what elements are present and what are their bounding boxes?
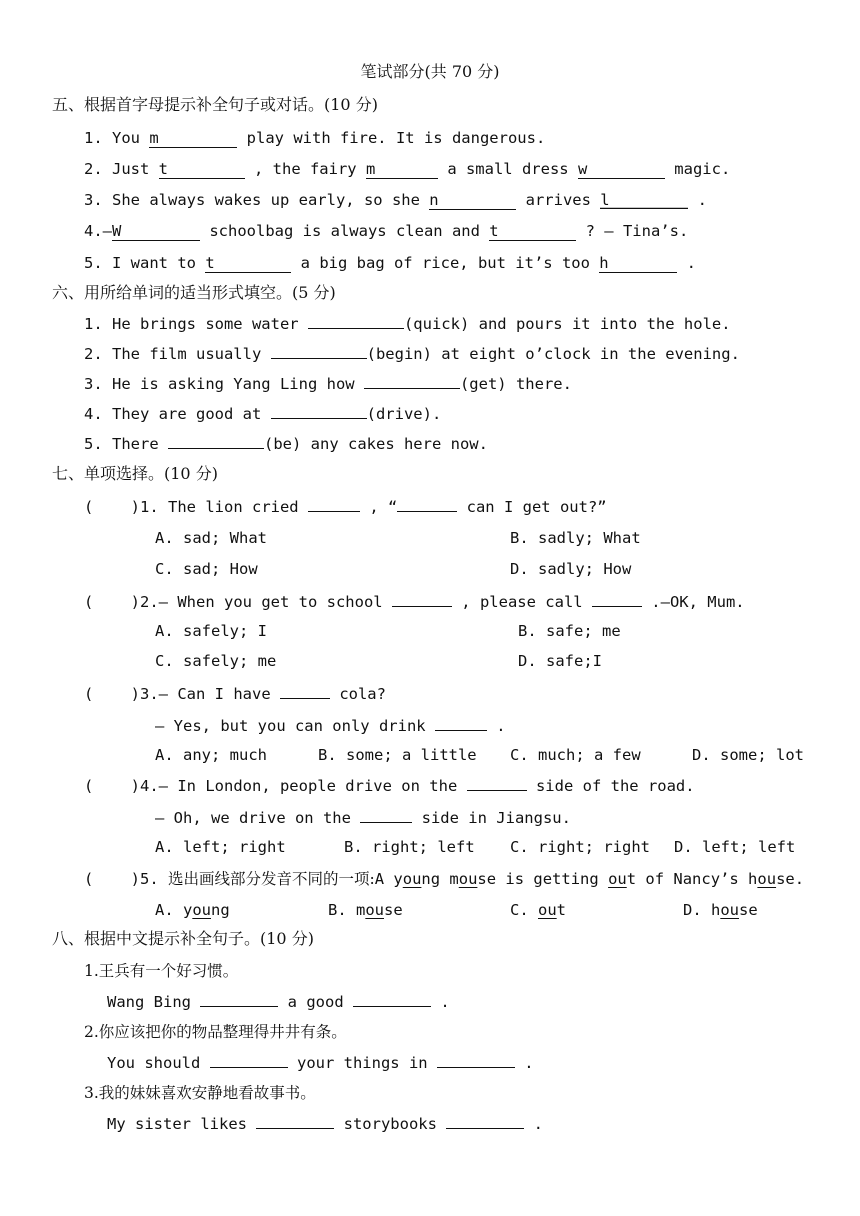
answer-blank bbox=[308, 511, 360, 512]
answer-blank bbox=[392, 606, 452, 607]
s7-question-4-line-2: — Oh, we drive on the side in Jiangsu. bbox=[155, 809, 571, 827]
option-d[interactable]: D. left; left bbox=[674, 838, 796, 856]
answer-blank[interactable] bbox=[364, 388, 460, 389]
answer-blank bbox=[360, 822, 412, 823]
option-a[interactable]: A. left; right bbox=[155, 838, 286, 856]
answer-blank[interactable] bbox=[437, 1067, 515, 1068]
option-a[interactable]: A. young bbox=[155, 901, 230, 919]
option-c[interactable]: C. sad; How bbox=[155, 560, 258, 578]
answer-parens[interactable]: ( ) bbox=[84, 777, 140, 795]
answer-blank[interactable]: w bbox=[578, 161, 665, 179]
answer-blank[interactable]: m bbox=[366, 161, 438, 179]
s8-question-1: Wang Bing a good . bbox=[107, 993, 450, 1011]
option-c[interactable]: C. safely; me bbox=[155, 652, 277, 670]
s7-question-1: ( )1. The lion cried , “ can I get out?” bbox=[84, 498, 607, 516]
answer-blank[interactable]: n bbox=[429, 192, 516, 210]
s6-question-1: 1. He brings some water (quick) and pours it into the hole. bbox=[84, 315, 731, 333]
answer-blank[interactable] bbox=[200, 1006, 278, 1007]
answer-blank[interactable] bbox=[256, 1128, 334, 1129]
option-b[interactable]: B. mouse bbox=[328, 901, 403, 919]
answer-blank bbox=[592, 606, 642, 607]
s6-question-5: 5. There (be) any cakes here now. bbox=[84, 435, 488, 453]
answer-blank[interactable] bbox=[271, 358, 367, 359]
s7-question-2: ( )2.— When you get to school , please call .—OK, Mum. bbox=[84, 593, 745, 611]
section-7-heading: 七、单项选择。(10 分) bbox=[52, 464, 218, 483]
option-c[interactable]: C. much; a few bbox=[510, 746, 641, 764]
answer-blank[interactable] bbox=[271, 418, 367, 419]
section-8-heading: 八、根据中文提示补全句子。(10 分) bbox=[52, 929, 314, 948]
s7-question-5: ( )5. 选出画线部分发音不同的一项:A young mouse is getting out of Nancy’s house. bbox=[84, 870, 805, 888]
s6-question-3: 3. He is asking Yang Ling how (get) there. bbox=[84, 375, 572, 393]
option-a[interactable]: A. safely; I bbox=[155, 622, 267, 640]
answer-parens[interactable]: ( ) bbox=[84, 593, 140, 611]
s5-question-3: 3. She always wakes up early, so she n arrives l . bbox=[84, 191, 707, 209]
s5-question-5: 5. I want to t a big bag of rice, but it’s too h . bbox=[84, 254, 696, 272]
answer-blank[interactable]: W bbox=[112, 223, 200, 241]
option-d[interactable]: D. some; lot bbox=[692, 746, 804, 764]
s7-question-3: ( )3.— Can I have cola? bbox=[84, 685, 386, 703]
answer-blank bbox=[280, 698, 330, 699]
s8-question-3: My sister likes storybooks . bbox=[107, 1115, 543, 1133]
s6-question-2: 2. The film usually (begin) at eight o’clock in the evening. bbox=[84, 345, 740, 363]
s5-question-2: 2. Just t , the fairy m a small dress w magic. bbox=[84, 160, 731, 178]
answer-parens[interactable]: ( ) bbox=[84, 498, 140, 516]
s8-question-2: You should your things in . bbox=[107, 1054, 534, 1072]
option-b[interactable]: B. sadly; What bbox=[510, 529, 641, 547]
s8-question-2-chinese: 2.你应该把你的物品整理得井井有条。 bbox=[84, 1023, 347, 1041]
answer-blank[interactable] bbox=[353, 1006, 431, 1007]
option-d[interactable]: D. house bbox=[683, 901, 758, 919]
s7-question-4: ( )4.— In London, people drive on the side of the road. bbox=[84, 777, 695, 795]
section-5-heading: 五、根据首字母提示补全句子或对话。(10 分) bbox=[52, 95, 378, 114]
answer-blank[interactable] bbox=[210, 1067, 288, 1068]
answer-blank[interactable] bbox=[168, 448, 264, 449]
option-c[interactable]: C. right; right bbox=[510, 838, 650, 856]
answer-blank[interactable]: l bbox=[600, 192, 688, 210]
answer-blank bbox=[435, 730, 487, 731]
answer-blank[interactable] bbox=[446, 1128, 524, 1129]
option-b[interactable]: B. some; a little bbox=[318, 746, 477, 764]
s7-question-3-line-2: — Yes, but you can only drink . bbox=[155, 717, 506, 735]
answer-parens[interactable]: ( ) bbox=[84, 870, 140, 888]
s5-question-1: 1. You m play with fire. It is dangerous. bbox=[84, 129, 546, 147]
answer-parens[interactable]: ( ) bbox=[84, 685, 140, 703]
option-b[interactable]: B. right; left bbox=[344, 838, 475, 856]
answer-blank[interactable]: m bbox=[149, 130, 237, 148]
section-6-heading: 六、用所给单词的适当形式填空。(5 分) bbox=[52, 283, 336, 302]
answer-blank[interactable]: h bbox=[599, 255, 677, 273]
option-a[interactable]: A. any; much bbox=[155, 746, 267, 764]
answer-blank[interactable] bbox=[308, 328, 404, 329]
page-title: 笔试部分(共 70 分) bbox=[360, 62, 500, 81]
answer-blank bbox=[467, 790, 527, 791]
s6-question-4: 4. They are good at (drive). bbox=[84, 405, 442, 423]
option-b[interactable]: B. safe; me bbox=[518, 622, 621, 640]
answer-blank[interactable]: t bbox=[205, 255, 291, 273]
answer-blank[interactable]: t bbox=[489, 223, 576, 241]
option-a[interactable]: A. sad; What bbox=[155, 529, 267, 547]
option-c[interactable]: C. out bbox=[510, 901, 567, 919]
s5-question-4: 4.—W schoolbag is always clean and t ? — Tina’s. bbox=[84, 222, 689, 240]
s8-question-1-chinese: 1.王兵有一个好习惯。 bbox=[84, 962, 239, 980]
answer-blank bbox=[397, 511, 457, 512]
option-d[interactable]: D. safe;I bbox=[518, 652, 602, 670]
option-d[interactable]: D. sadly; How bbox=[510, 560, 632, 578]
answer-blank[interactable]: t bbox=[159, 161, 245, 179]
s8-question-3-chinese: 3.我的妹妹喜欢安静地看故事书。 bbox=[84, 1084, 316, 1102]
